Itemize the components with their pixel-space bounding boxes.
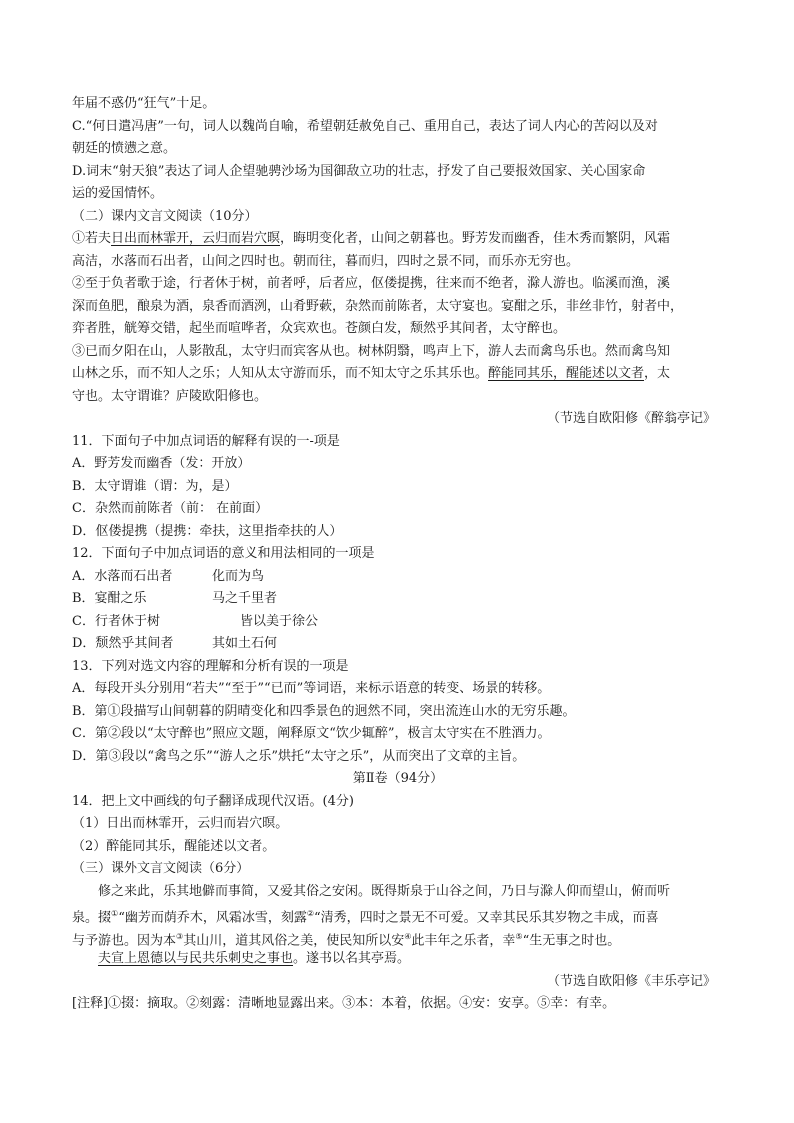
text-line: 年届不惑仍“狂气”十足。	[72, 96, 216, 111]
passage-para1-line1	[72, 228, 724, 251]
passage-text: 。遂书以名其亭焉。	[293, 951, 411, 966]
note-marker: ③	[176, 931, 184, 941]
passage-text: “幽芳而荫乔木，风霜冰雪，刻露	[118, 910, 307, 926]
extra-passage-line3	[72, 926, 724, 949]
option-left: A．水落而石出者	[72, 568, 173, 584]
question-13-option-a: A．每段开头分别用“若夫”“至于”“已而”等词语，来标示语意的转变、场景的转移。	[72, 681, 551, 696]
question-12-option-b	[72, 588, 724, 611]
underlined-sentence-1: 日出而林霏开，云归而岩穴暝	[111, 231, 281, 246]
annotation-notes: [注释]①掇：摘取。②刻露：清晰地显露出来。③本：本着，依据。④安：安享。⑤幸：有幸。	[72, 996, 616, 1011]
question-12-option-c	[72, 611, 724, 634]
passage-text: 泉。掇	[72, 910, 112, 926]
passage-text: ，太	[644, 366, 671, 381]
question-11-option-d: D．伛偻提携（提携：牵扶，这里指牵扶的人）	[72, 523, 343, 539]
exam-page	[72, 93, 724, 1016]
passage-para2-line2: 深而鱼肥，酿泉为酒，泉香而酒洌，山肴野蔌，杂然而前陈者，太守宴也。宴酣之乐，非丝非竹，射者中，	[72, 298, 684, 314]
passage-para3-line3: 守也。太守谓谁？庐陵欧阳修也。	[72, 388, 268, 404]
passage-source: （节选自欧阳修《醉翁亭记》	[546, 411, 716, 426]
option-left: B．宴酣之乐	[72, 591, 147, 606]
passage-text: ，晦明变化者，山间之朝暮也。野芳发而幽香，佳木秀而繁阴，风霜	[280, 231, 671, 246]
question-14-sentence-1: （1）日出而林霏开，云归而岩穴暝。	[72, 816, 289, 831]
note-marker: ④	[404, 931, 412, 941]
passage-text: 其山川，道其风俗之美，使民知所以安	[183, 932, 405, 948]
extra-passage-line1: 修之来此，乐其地僻而事简，又爱其俗之安闲。既得斯泉于山谷之间，乃日与滁人仰而望山，俯而听	[98, 883, 671, 899]
option-right: 其如土石何	[212, 636, 278, 651]
question-11-stem: 11．下面句子中加点词语的解释有误的一-项是	[72, 433, 340, 449]
passage-para3-line1: ③已而夕阳在山，人影散乱，太守归而宾客从也。树林阴翳，鸣声上下，游人去而禽鸟乐也。然而禽鸟知	[72, 343, 671, 359]
note-marker: ①	[111, 909, 119, 918]
option-right: 马之千里者	[212, 591, 278, 606]
option-left: C．行者休于树	[72, 613, 160, 629]
passage-para3-line2	[72, 363, 724, 386]
part-2-heading: 第Ⅱ卷（94分）	[352, 771, 444, 786]
question-11-option-b: B．太守谓谁（谓：为，是）	[72, 478, 238, 494]
extra-passage-line2	[72, 903, 724, 926]
question-13-option-c: C．第②段以“太守醉也”照应文题，阐释原文“饮少辄醉”，极言太守实在不胜酒力。	[72, 726, 551, 741]
section-heading-extracurricular: （三）课外文言文阅读（6分）	[72, 861, 250, 876]
question-11-option-a: A．野芳发而幽香（发：开放）	[72, 456, 251, 471]
question-13-stem: 13．下列对选文内容的理解和分析有误的一项是	[72, 658, 349, 674]
option-c-q10: C.“何日遣冯唐”一句，词人以魏尚自喻，希望朝廷赦免自己、重用自己，表达了词人内心的苦闷以及对	[72, 118, 658, 134]
option-right: 皆以美于徐公	[240, 613, 319, 629]
question-11-option-c: C．杂然而前陈者（前： 在前面）	[72, 501, 269, 516]
question-13-option-b: B．第①段描写山间朝暮的阴晴变化和四季景色的迥然不同，突出流连山水的无穷乐趣。	[72, 703, 576, 719]
option-right: 化而为鸟	[212, 568, 265, 584]
passage-text: “生无事之时也。	[522, 932, 621, 948]
question-13-option-d: D．第③段以“禽鸟之乐”“游人之乐”烘托“太守之乐”，从而突出了文章的主旨。	[72, 748, 526, 764]
question-12-option-a	[72, 566, 724, 589]
note-marker: ⑤	[515, 931, 523, 941]
passage-text: 与予游也。因为本	[72, 932, 177, 948]
section-heading-inclass: （二）课内文言文阅读（10分）	[72, 208, 258, 224]
passage-text: 山林之乐，而不知人之乐；人知从太守游而乐，而不知太守之乐其乐也。	[72, 366, 489, 381]
passage-para2-line3: 弈者胜，觥筹交错，起坐而喧哗者，众宾欢也。苍颜白发，颓然乎其间者，太守醉也。	[72, 321, 567, 336]
text-line: 朝廷的愤懑之意。	[72, 141, 177, 156]
question-14-sentence-2: （2）醉能同其乐，醒能述以文者。	[72, 838, 276, 854]
text-line: 运的爱国情怀。	[72, 186, 164, 201]
option-d-q10: D.词末“射天狼”表达了词人企望驰骋沙场为国御敌立功的壮志，抒发了自己要报效国家、关心国家命	[72, 163, 646, 179]
question-12-option-d	[72, 633, 724, 656]
extra-passage-line4	[72, 948, 724, 971]
question-14-stem: 14．把上文中画线的句子翻译成现代汉语。(4分)	[72, 793, 354, 809]
option-left: D．颓然乎其间者	[72, 636, 174, 651]
passage-text: “清秀，四时之景无不可爱。又幸其民乐其岁物之丰成，而喜	[314, 910, 659, 926]
passage-para2-line1: ②至于负者歌于途，行者休于树，前者呼，后者应，伛偻提携，往来而不绝者，滁人游也。临溪而渔，溪	[72, 276, 671, 291]
passage-text: 此丰年之乐者，幸	[411, 932, 516, 948]
extra-passage-source: （节选自欧阳修《丰乐亭记》	[546, 973, 716, 989]
passage-text: ①若夫	[72, 231, 112, 246]
underlined-sentence-2: 醉能同其乐，醒能述以文者	[488, 366, 645, 381]
note-marker: ②	[306, 909, 315, 918]
underlined-sentence-3: 夫宣上恩德以与民共乐刺史之事也	[98, 951, 294, 966]
question-12-stem: 12．下面句子中加点词语的意义和用法相同的一项是	[72, 546, 375, 561]
passage-para1-line2: 高洁，水落而石出者，山间之四时也。朝而往，暮而归，四时之景不同，而乐亦无穷也。	[72, 253, 580, 269]
